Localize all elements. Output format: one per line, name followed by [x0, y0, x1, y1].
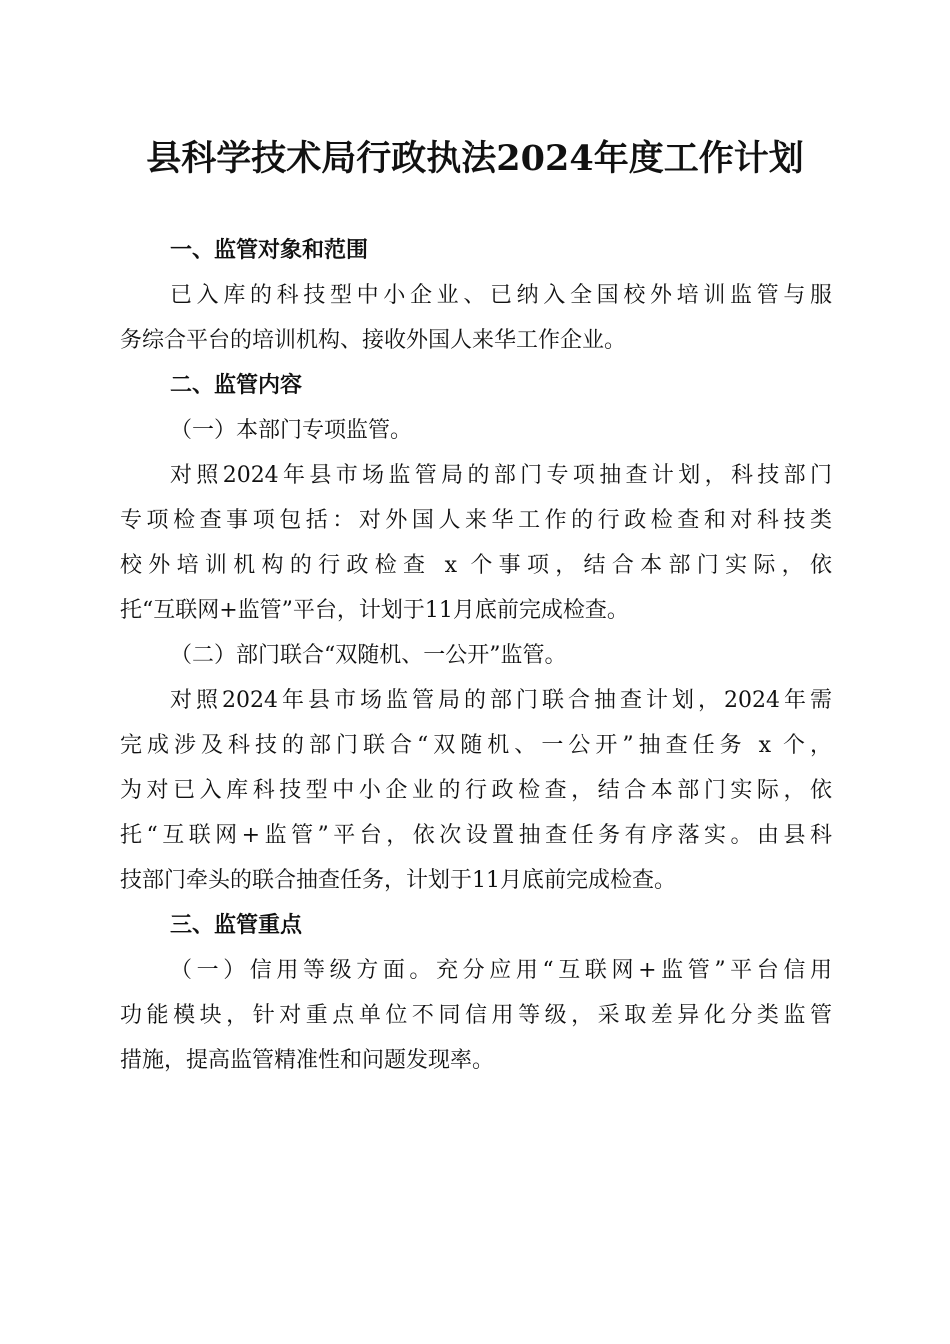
text-line: 对照2024年县市场监管局的部门专项抽查计划，科技部门: [170, 463, 832, 488]
document-title: 县科学技术局行政执法2024年度工作计划: [146, 138, 804, 179]
text-line: 托“互联网+监管”平台，依次设置抽查任务有序落实。由县科: [120, 823, 832, 848]
text-line: 功能模块，针对重点单位不同信用等级，采取差异化分类监管: [120, 1003, 832, 1028]
text-line: 完成涉及科技的部门联合“双随机、一公开”抽查任务 x 个，: [120, 733, 832, 758]
document-body: [120, 228, 832, 1083]
section-heading-content: 二、监管内容: [170, 373, 303, 398]
paragraph-joint-supervision: [120, 678, 832, 903]
paragraph-credit-level: [120, 948, 832, 1083]
text-line: 措施，提高监管精准性和问题发现率。: [120, 1048, 495, 1073]
text-line: 专项检查事项包括：对外国人来华工作的行政检查和对科技类: [120, 508, 832, 533]
text-line: 为对已入库科技型中小企业的行政检查，结合本部门实际，依: [120, 778, 832, 803]
section-heading-scope: 一、监管对象和范围: [170, 238, 369, 263]
subsection-title-special: （一）本部门专项监管。: [170, 418, 413, 443]
paragraph-scope: [120, 273, 832, 363]
text-line: 务综合平台的培训机构、接收外国人来华工作企业。: [120, 328, 627, 353]
subsection-title-joint: （二）部门联合“双随机、一公开”监管。: [170, 643, 567, 668]
paragraph-special-supervision: [120, 453, 832, 633]
text-line: 技部门牵头的联合抽查任务，计划于11月底前完成检查。: [120, 868, 676, 893]
text-line: 已入库的科技型中小企业、已纳入全国校外培训监管与服: [170, 283, 832, 308]
text-line: （一）信用等级方面。充分应用“互联网+监管”平台信用: [170, 958, 832, 983]
section-heading-focus: 三、监管重点: [170, 913, 303, 938]
text-line: 校外培训机构的行政检查 x 个事项，结合本部门实际，依: [120, 553, 832, 578]
text-line: 托“互联网+监管”平台，计划于11月底前完成检查。: [120, 598, 629, 623]
text-line: 对照2024年县市场监管局的部门联合抽查计划，2024年需: [170, 688, 832, 713]
